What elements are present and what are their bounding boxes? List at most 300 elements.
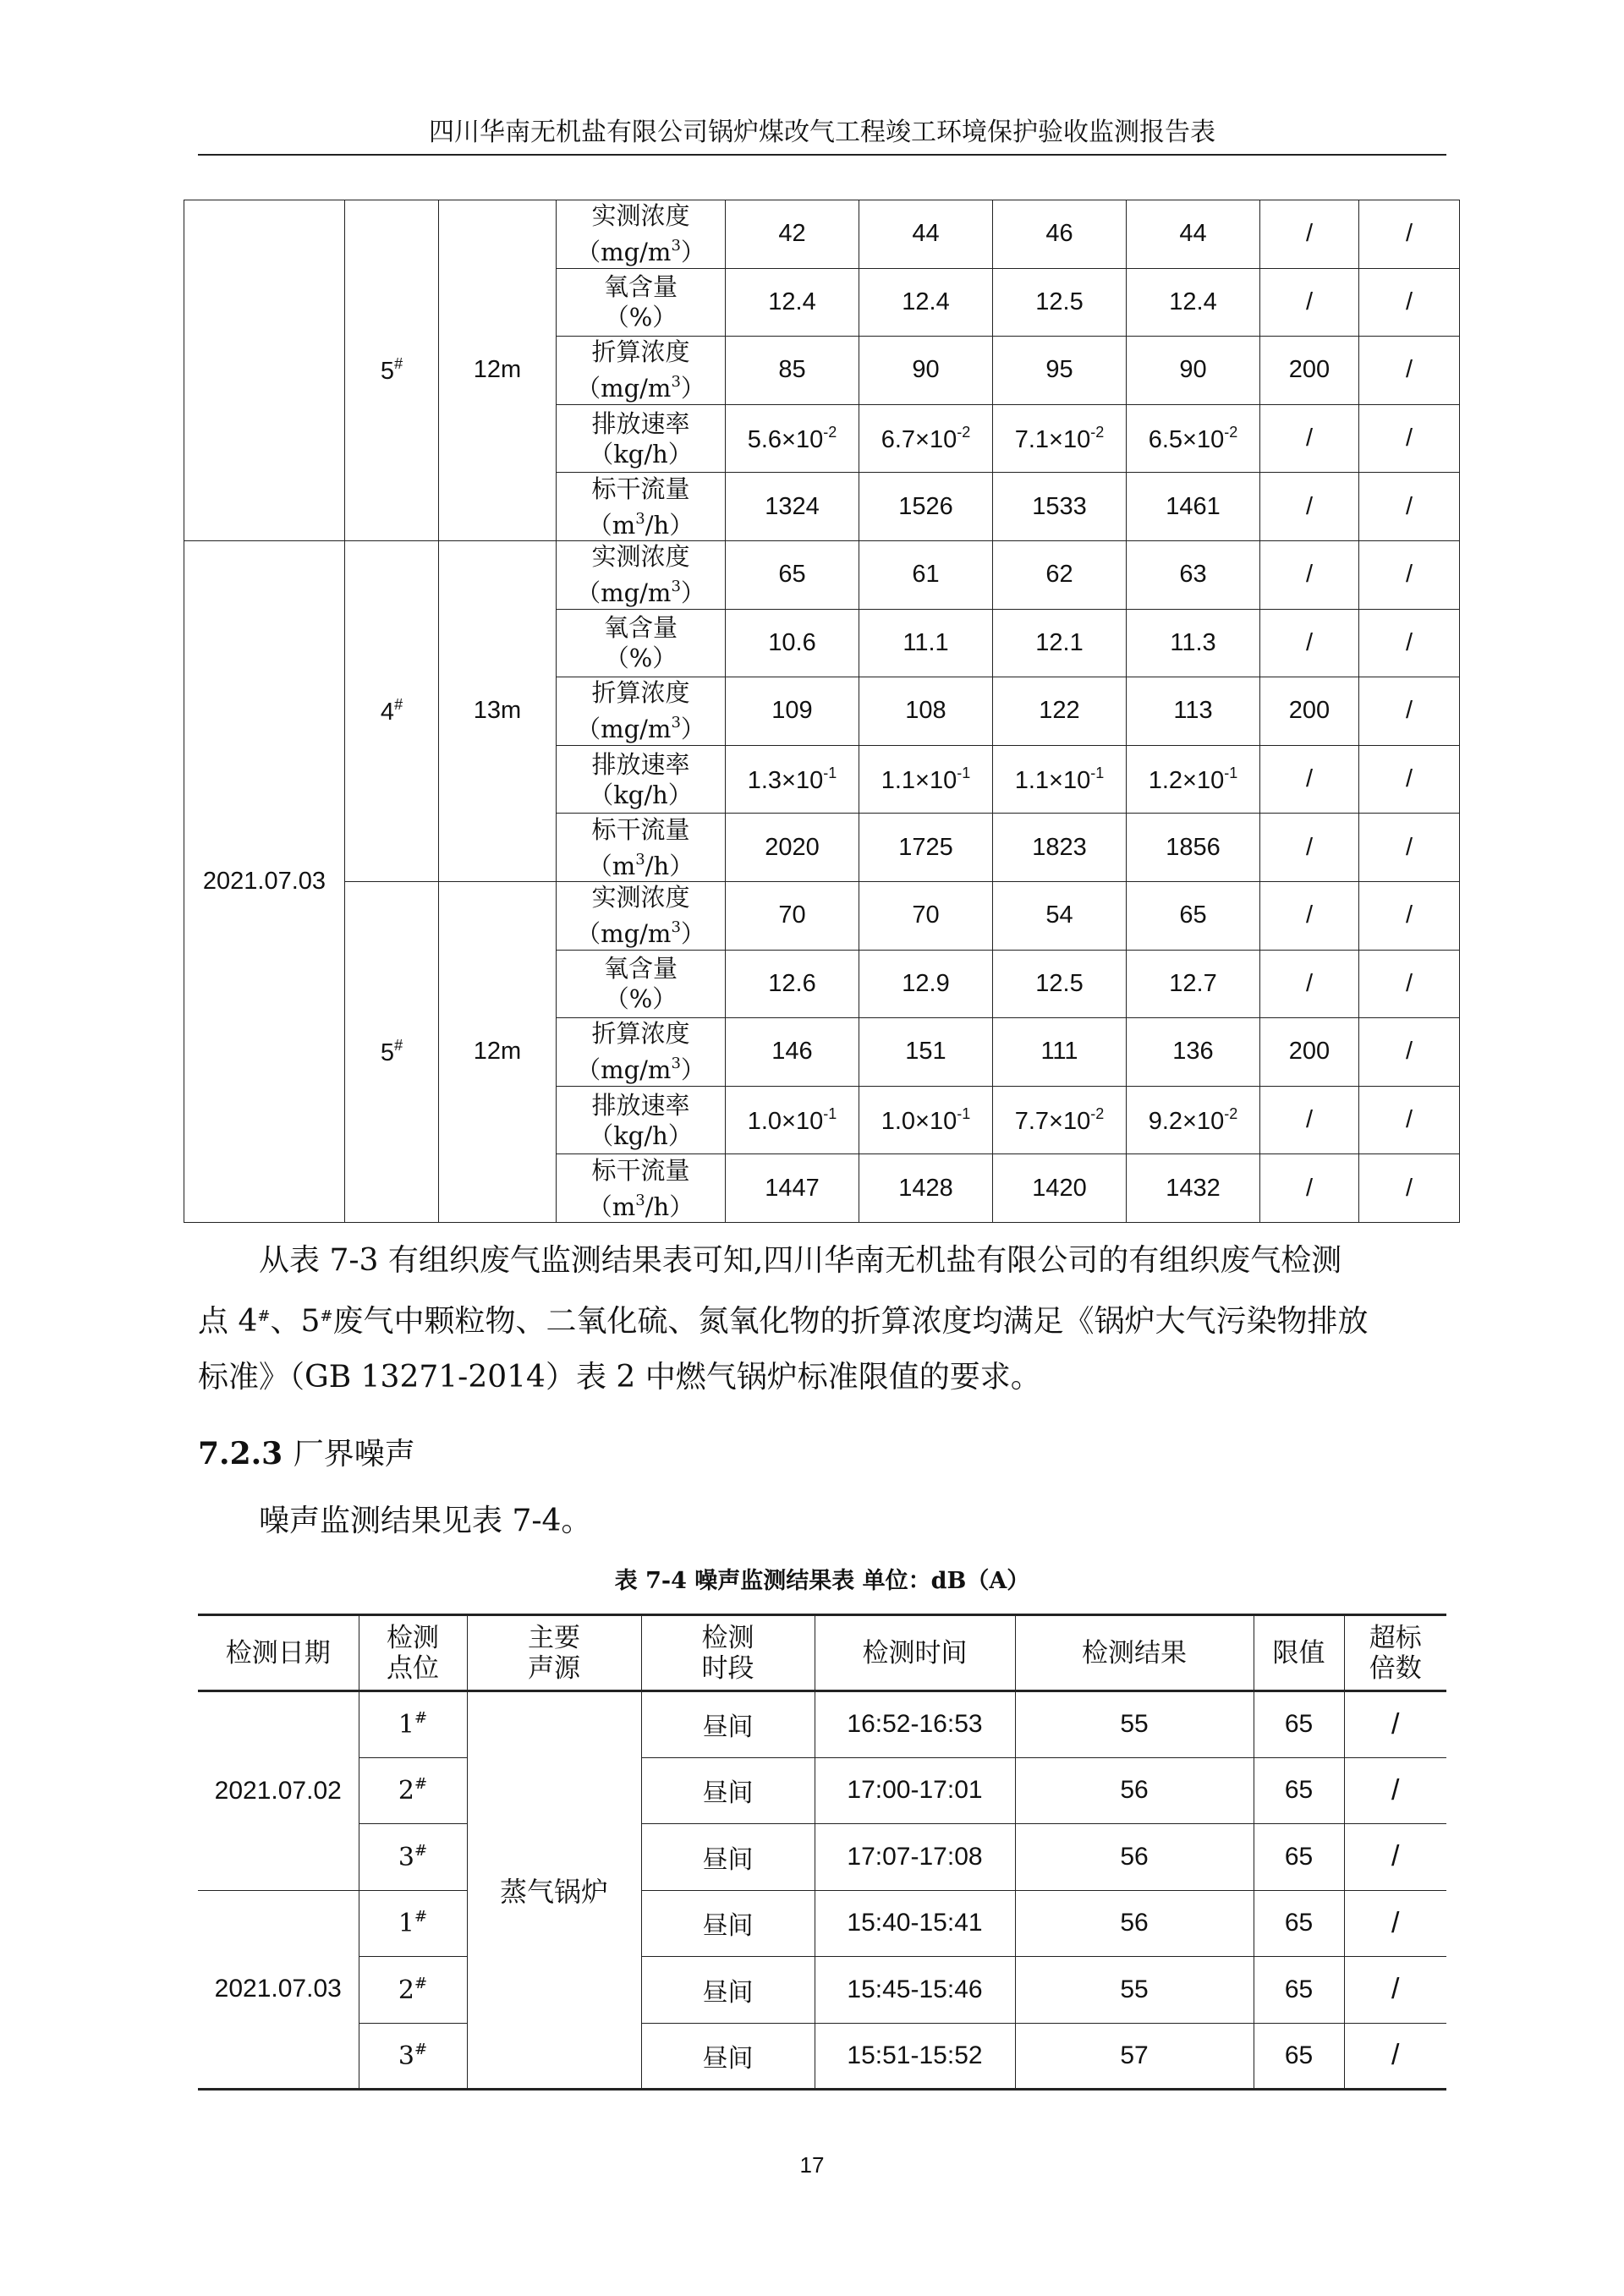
value-exponent: -2: [1090, 423, 1105, 441]
noise-point-cell: [359, 1691, 467, 1758]
noise-point-cell: [359, 1957, 467, 2024]
conclusion-sup-1: #: [257, 1307, 271, 1325]
value-cell: [859, 1086, 993, 1154]
noise-source-cell: 蒸气锅炉: [467, 1691, 641, 2090]
value-text: 6.5×10: [1148, 425, 1225, 453]
limit-cell: /: [1260, 1154, 1359, 1223]
noise-point-cell: [359, 1824, 467, 1891]
point-cell: [345, 881, 439, 1222]
parameter-unit-sup: 3: [671, 1055, 681, 1073]
noise-period-cell: 昼间: [641, 1890, 815, 1957]
noise-period-cell: 昼间: [641, 1824, 815, 1891]
parameter-unit: （%）: [604, 984, 678, 1014]
limit-cell: /: [1260, 609, 1359, 677]
parameter-cell: [557, 200, 726, 269]
noise-date-cell: 2021.07.03: [198, 1890, 359, 2090]
value-text: 1447: [765, 1174, 820, 1202]
exhaust-row: [184, 540, 1460, 609]
value-cell: [859, 337, 993, 405]
ratio-cell: /: [1359, 200, 1460, 269]
parameter-name: 排放速率: [591, 749, 690, 779]
noise-ratio-cell: /: [1344, 1757, 1446, 1824]
value-cell: [993, 268, 1127, 337]
noise-ratio-cell: /: [1344, 1824, 1446, 1891]
value-text: 12.6: [768, 969, 816, 997]
value-text: 6.7×10: [881, 425, 957, 453]
parameter-name: 氧含量: [603, 954, 678, 984]
value-cell: [859, 950, 993, 1018]
value-text: 1526: [898, 492, 953, 520]
header-ratio: 超标 倍数: [1344, 1615, 1446, 1691]
value-text: 65: [778, 561, 806, 589]
conclusion-line-3: 标准》（GB 13271-2014）表 2 中燃气锅炉标准限值的要求。: [198, 1360, 1041, 1395]
value-text: 1533: [1032, 492, 1087, 520]
value-text: 1432: [1166, 1174, 1221, 1202]
value-exponent: -2: [1224, 423, 1238, 441]
noise-result-cell: 56: [1015, 1890, 1254, 1957]
value-cell: [859, 745, 993, 814]
header-period: 检测 时段: [641, 1615, 815, 1691]
value-exponent: -2: [1090, 1104, 1105, 1122]
parameter-unit: （%）: [604, 644, 678, 673]
value-text: 12.4: [1169, 288, 1217, 315]
noise-limit-cell: 65: [1254, 2023, 1344, 2090]
parameter-name: 排放速率: [591, 408, 690, 438]
noise-result-cell: 56: [1015, 1824, 1254, 1891]
noise-point-sup: #: [414, 2040, 428, 2058]
point-sup: #: [394, 1036, 403, 1054]
parameter-unit-sup: 3: [671, 714, 681, 732]
parameter-unit: （m: [587, 851, 636, 880]
noise-point-sup: #: [414, 1841, 428, 1860]
parameter-unit: （mg/m: [576, 715, 672, 744]
stack-height-cell: 13m: [439, 540, 557, 881]
value-text: 1461: [1166, 492, 1221, 520]
parameter-cell: [557, 950, 726, 1018]
value-cell: [993, 404, 1127, 473]
noise-point-number: 2: [398, 1975, 414, 2005]
limit-cell: /: [1260, 881, 1359, 950]
parameter-cell: [557, 677, 726, 746]
parameter-name: 氧含量: [603, 613, 678, 643]
noise-point-cell: [359, 1757, 467, 1824]
value-cell: [993, 814, 1127, 882]
parameter-unit-end: /h）: [645, 1192, 694, 1221]
noise-time-cell: 17:00-17:01: [815, 1757, 1015, 1824]
parameter-cell: [557, 540, 726, 609]
value-cell: [993, 677, 1127, 746]
conclusion-line-2c: 废气中颗粒物、二氧化硫、氮氧化物的折算浓度均满足《锅炉大气污染物排放: [332, 1304, 1369, 1339]
parameter-unit-sup: 3: [671, 918, 681, 937]
value-text: 95: [1045, 356, 1073, 384]
point-cell: [345, 200, 439, 541]
value-text: 62: [1045, 561, 1073, 589]
noise-time-cell: 15:51-15:52: [815, 2023, 1015, 2090]
value-text: 46: [1045, 220, 1073, 248]
noise-point-cell: [359, 1890, 467, 1957]
limit-cell: /: [1260, 745, 1359, 814]
value-cell: [1127, 609, 1260, 677]
section-number: 7.2.3: [198, 1436, 283, 1471]
parameter-unit: （m: [587, 1192, 636, 1221]
value-cell: [726, 473, 859, 541]
noise-row: [198, 1890, 1446, 1957]
value-cell: [726, 881, 859, 950]
value-cell: [1127, 540, 1260, 609]
page-header-title: 四川华南无机盐有限公司锅炉煤改气工程竣工环境保护验收监测报告表: [429, 118, 1215, 147]
parameter-unit-end: ）: [680, 1055, 705, 1085]
date-cell: [184, 540, 345, 1222]
noise-point-cell: [359, 2023, 467, 2090]
value-text: 1324: [765, 492, 820, 520]
value-cell: [1127, 745, 1260, 814]
parameter-unit-sup: 3: [671, 237, 681, 255]
value-cell: [1127, 814, 1260, 882]
noise-ratio-cell: /: [1344, 1691, 1446, 1758]
point-cell: [345, 540, 439, 881]
value-exponent: -1: [823, 1104, 837, 1122]
value-text: 1856: [1166, 833, 1221, 861]
value-cell: [993, 1154, 1127, 1223]
parameter-unit-sup: 3: [671, 578, 681, 596]
parameter-name: 排放速率: [591, 1090, 690, 1120]
section-title: 厂界噪声: [293, 1437, 415, 1471]
page-number: 17: [799, 2152, 825, 2178]
value-cell: [859, 1018, 993, 1087]
value-text: 108: [905, 697, 946, 725]
value-text: 1.3×10: [747, 766, 824, 794]
value-cell: [726, 268, 859, 337]
value-text: 7.7×10: [1014, 1107, 1091, 1135]
parameter-name: 标干流量: [591, 1155, 690, 1185]
value-cell: [993, 950, 1127, 1018]
ratio-cell: /: [1359, 881, 1460, 950]
noise-row: [198, 2023, 1446, 2090]
parameter-unit-sup: 3: [635, 509, 645, 528]
noise-time-cell: 17:07-17:08: [815, 1824, 1015, 1891]
value-text: 1823: [1032, 833, 1087, 861]
conclusion-line-2a: 点 4: [198, 1304, 258, 1339]
value-cell: [726, 337, 859, 405]
value-exponent: -1: [823, 764, 837, 781]
parameter-cell: [557, 1086, 726, 1154]
parameter-unit: （m: [587, 510, 636, 540]
parameter-name: 折算浓度: [591, 337, 690, 367]
noise-point-number: 1: [398, 1909, 414, 1939]
parameter-name: 实测浓度: [591, 201, 690, 231]
noise-point-number: 1: [398, 1710, 414, 1740]
value-cell: [993, 473, 1127, 541]
parameter-cell: [557, 473, 726, 541]
limit-cell: 200: [1260, 337, 1359, 405]
value-text: 12.9: [902, 969, 950, 997]
conclusion-line-2b: 、5: [270, 1304, 321, 1339]
ratio-cell: /: [1359, 814, 1460, 882]
point-number: 5: [380, 357, 395, 385]
value-cell: [993, 609, 1127, 677]
noise-result-cell: 55: [1015, 1957, 1254, 2024]
value-cell: [993, 1018, 1127, 1087]
noise-point-sup: #: [414, 1775, 428, 1794]
noise-ratio-cell: /: [1344, 1890, 1446, 1957]
value-cell: [1127, 337, 1260, 405]
value-cell: [726, 1154, 859, 1223]
ratio-cell: /: [1359, 1154, 1460, 1223]
noise-result-cell: 56: [1015, 1757, 1254, 1824]
value-cell: [859, 200, 993, 269]
parameter-cell: [557, 881, 726, 950]
value-cell: [993, 200, 1127, 269]
point-sup: #: [394, 695, 403, 713]
noise-point-number: 2: [398, 1776, 414, 1806]
value-text: 10.6: [768, 628, 816, 656]
value-text: 70: [912, 901, 940, 929]
value-cell: [859, 473, 993, 541]
value-text: 12.1: [1035, 628, 1084, 656]
parameter-cell: [557, 745, 726, 814]
value-cell: [993, 881, 1127, 950]
value-cell: [1127, 677, 1260, 746]
noise-point-sup: #: [414, 1974, 428, 1992]
parameter-unit: （mg/m: [576, 578, 672, 608]
value-cell: [1127, 950, 1260, 1018]
section-heading: [198, 1426, 415, 1482]
value-text: 90: [1179, 356, 1207, 384]
value-cell: [993, 540, 1127, 609]
value-exponent: -1: [1224, 764, 1238, 781]
noise-row: [198, 1824, 1446, 1891]
parameter-unit-end: /h）: [645, 510, 694, 540]
parameter-name: 实测浓度: [591, 542, 690, 572]
parameter-unit-end: ）: [680, 578, 705, 608]
value-cell: [859, 540, 993, 609]
point-sup: #: [394, 354, 403, 372]
conclusion-line-1: 从表 7-3 有组织废气监测结果表可知,四川华南无机盐有限公司的有组织废气检测: [259, 1243, 1342, 1278]
parameter-cell: [557, 609, 726, 677]
point-number: 5: [380, 1038, 395, 1066]
value-cell: [859, 404, 993, 473]
value-cell: [726, 745, 859, 814]
ratio-cell: /: [1359, 677, 1460, 746]
noise-period-cell: 昼间: [641, 1957, 815, 2024]
parameter-cell: [557, 1154, 726, 1223]
parameter-unit-end: ）: [680, 919, 705, 949]
value-cell: [726, 950, 859, 1018]
limit-cell: /: [1260, 814, 1359, 882]
noise-time-cell: 16:52-16:53: [815, 1691, 1015, 1758]
noise-point-number: 3: [398, 1842, 414, 1872]
value-text: 151: [905, 1038, 946, 1066]
ratio-cell: /: [1359, 540, 1460, 609]
value-cell: [1127, 268, 1260, 337]
parameter-unit-end: /h）: [645, 851, 694, 880]
noise-period-cell: 昼间: [641, 1757, 815, 1824]
value-text: 44: [912, 220, 940, 248]
header-divider: [198, 154, 1446, 156]
parameter-cell: [557, 1018, 726, 1087]
parameter-name: 折算浓度: [591, 1019, 690, 1049]
conclusion-sup-2: #: [320, 1307, 333, 1325]
parameter-unit: （mg/m: [576, 238, 672, 267]
parameter-cell: [557, 814, 726, 882]
value-text: 1.0×10: [747, 1107, 824, 1135]
parameter-unit: （mg/m: [576, 374, 672, 403]
exhaust-table-body: [184, 200, 1460, 1223]
value-cell: [859, 881, 993, 950]
noise-result-cell: 55: [1015, 1691, 1254, 1758]
parameter-unit-end: ）: [680, 374, 705, 403]
value-cell: [859, 677, 993, 746]
parameter-cell: [557, 268, 726, 337]
header-date: 检测日期: [198, 1615, 359, 1691]
value-cell: [726, 1086, 859, 1154]
value-text: 11.1: [903, 628, 949, 656]
parameter-unit-end: ）: [680, 238, 705, 267]
parameter-name: 标干流量: [591, 814, 690, 844]
ratio-cell: /: [1359, 1018, 1460, 1087]
value-cell: [726, 677, 859, 746]
exhaust-row: [184, 200, 1460, 269]
value-cell: [993, 1086, 1127, 1154]
value-text: 1420: [1032, 1174, 1087, 1202]
value-cell: [993, 745, 1127, 814]
ratio-cell: /: [1359, 609, 1460, 677]
exhaust-monitoring-table: [184, 200, 1460, 1223]
value-text: 5.6×10: [747, 425, 824, 453]
value-text: 1428: [898, 1174, 953, 1202]
value-text: 111: [1040, 1038, 1078, 1066]
parameter-unit-sup: 3: [635, 1191, 645, 1209]
noise-limit-cell: 65: [1254, 1691, 1344, 1758]
value-text: 122: [1039, 697, 1080, 725]
noise-ratio-cell: /: [1344, 2023, 1446, 2090]
noise-row: [198, 1691, 1446, 1758]
parameter-name: 标干流量: [591, 474, 690, 503]
noise-limit-cell: 65: [1254, 1824, 1344, 1891]
value-text: 85: [778, 356, 806, 384]
value-text: 12.7: [1169, 969, 1217, 997]
noise-limit-cell: 65: [1254, 1957, 1344, 2024]
ratio-cell: /: [1359, 745, 1460, 814]
ratio-cell: /: [1359, 404, 1460, 473]
parameter-name: 氧含量: [603, 272, 678, 302]
parameter-unit: （kg/h）: [589, 1121, 693, 1150]
noise-time-cell: 15:40-15:41: [815, 1890, 1015, 1957]
value-exponent: -2: [1224, 1104, 1238, 1122]
ratio-cell: /: [1359, 1086, 1460, 1154]
date-cell: [184, 200, 345, 541]
value-text: 12.5: [1035, 969, 1084, 997]
value-cell: [726, 404, 859, 473]
limit-cell: /: [1260, 268, 1359, 337]
value-cell: [859, 609, 993, 677]
conclusion-paragraph: [198, 1233, 1446, 1406]
value-text: 44: [1179, 220, 1207, 248]
value-text: 70: [778, 901, 806, 929]
value-cell: [1127, 881, 1260, 950]
value-text: 12.5: [1035, 288, 1084, 315]
value-text: 1725: [898, 833, 953, 861]
value-text: 9.2×10: [1148, 1107, 1225, 1135]
conclusion-line-2: [198, 1289, 1446, 1350]
noise-row: [198, 1957, 1446, 2024]
stack-height-cell: 12m: [439, 881, 557, 1222]
limit-cell: /: [1260, 950, 1359, 1018]
value-text: 90: [912, 356, 940, 384]
value-text: 42: [778, 220, 806, 248]
value-cell: [1127, 1018, 1260, 1087]
value-exponent: -2: [957, 423, 971, 441]
limit-cell: /: [1260, 200, 1359, 269]
value-text: 11.3: [1170, 628, 1216, 656]
noise-period-cell: 昼间: [641, 2023, 815, 2090]
limit-cell: /: [1260, 473, 1359, 541]
value-text: 54: [1045, 901, 1073, 929]
value-cell: [1127, 473, 1260, 541]
noise-date-cell: 2021.07.02: [198, 1691, 359, 1891]
value-cell: [726, 609, 859, 677]
value-cell: [859, 814, 993, 882]
noise-table-header-row: [198, 1615, 1446, 1691]
parameter-name: 实测浓度: [591, 883, 690, 912]
parameter-cell: [557, 337, 726, 405]
value-text: 113: [1173, 697, 1213, 725]
value-exponent: -2: [823, 423, 837, 441]
value-text: 12.4: [768, 288, 816, 315]
value-cell: [859, 268, 993, 337]
noise-table-body: [198, 1691, 1446, 2090]
value-exponent: -1: [957, 1104, 971, 1122]
noise-limit-cell: 65: [1254, 1757, 1344, 1824]
value-text: 61: [912, 561, 940, 589]
header-time: 检测时间: [815, 1615, 1015, 1691]
value-cell: [726, 200, 859, 269]
noise-period-cell: 昼间: [641, 1691, 815, 1758]
table-7-4-caption: 表 7-4 噪声监测结果表 单位：dB（A）: [614, 1568, 1030, 1594]
ratio-cell: /: [1359, 268, 1460, 337]
parameter-unit: （kg/h）: [589, 780, 693, 809]
value-cell: [859, 1154, 993, 1223]
parameter-unit-end: ）: [680, 715, 705, 744]
parameter-cell: [557, 404, 726, 473]
exhaust-row: [184, 881, 1460, 950]
noise-result-cell: 57: [1015, 2023, 1254, 2090]
value-text: 1.1×10: [1014, 766, 1091, 794]
noise-intro-text: 噪声监测结果见表 7-4。: [259, 1504, 592, 1538]
header-point: 检测 点位: [359, 1615, 467, 1691]
noise-time-cell: 15:45-15:46: [815, 1957, 1015, 2024]
parameter-name: 折算浓度: [591, 678, 690, 708]
point-number: 4: [380, 698, 395, 726]
value-text: 12.4: [902, 288, 950, 315]
noise-point-sup: #: [414, 1709, 428, 1728]
ratio-cell: /: [1359, 950, 1460, 1018]
value-cell: [1127, 1154, 1260, 1223]
value-text: 63: [1179, 561, 1207, 589]
header-source: 主要 声源: [467, 1615, 641, 1691]
value-text: 7.1×10: [1014, 425, 1091, 453]
limit-cell: /: [1260, 540, 1359, 609]
value-text: 146: [771, 1038, 813, 1066]
parameter-unit: （kg/h）: [589, 439, 693, 469]
value-text: 1.0×10: [881, 1107, 957, 1135]
header-result: 检测结果: [1015, 1615, 1254, 1691]
ratio-cell: /: [1359, 473, 1460, 541]
value-text: 136: [1172, 1038, 1214, 1066]
date-text: 2021.07.03: [202, 867, 326, 895]
noise-point-sup: #: [414, 1908, 428, 1926]
noise-limit-cell: 65: [1254, 1890, 1344, 1957]
